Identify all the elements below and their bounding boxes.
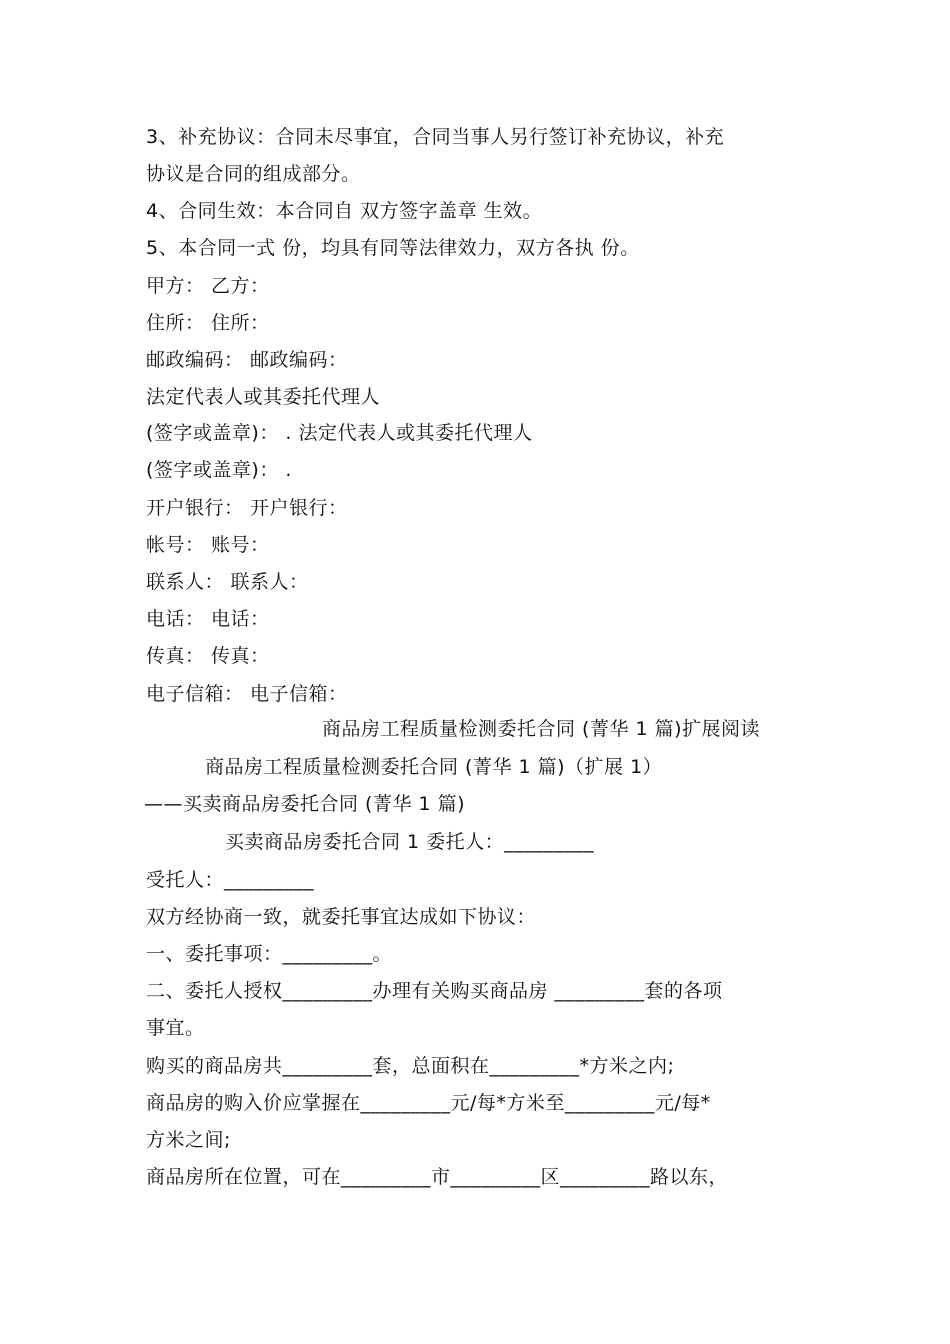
party-account: 帐号： 账号： [146,534,270,556]
purchase-price-line-2: 方米之间; [146,1129,231,1151]
party-signature-2: (签字或盖章)： . [146,459,292,481]
party-bank: 开户银行： 开户银行： [146,497,348,519]
party-signature-1: (签字或盖章)： . 法定代表人或其委托代理人 [146,422,533,444]
purchase-quantity: 购买的商品房共_________套，总面积在_________*方米之内; [146,1055,675,1077]
authorization-line-2: 事宜。 [146,1017,205,1039]
party-postcode: 邮政编码： 邮政编码： [146,349,348,371]
principal-line: 买卖商品房委托合同 1 委托人：_________ [225,831,595,853]
agreement-intro: 双方经协商一致，就委托事宜达成如下协议： [146,906,537,928]
clause-3-line-2: 协议是合同的组成部分。 [146,163,361,185]
party-contact: 联系人： 联系人： [146,571,309,593]
property-location: 商品房所在位置，可在_________市_________区_________路以东， [146,1166,729,1188]
party-fax: 传真： 传真： [146,645,270,667]
clause-3-line-1: 3、补充协议：合同未尽事宜，合同当事人另行签订补充协议，补充 [146,126,725,148]
extended-reading-subtitle: 商品房工程质量检测委托合同 (菁华 1 篇)（扩展 1） [205,756,663,778]
clause-5: 5、本合同一式 份，均具有同等法律效力，双方各执 份。 [146,237,640,259]
purchase-price-line-1: 商品房的购入价应掌握在_________元/每*方米至_________元/每* [146,1092,711,1114]
contract-title-dash: ——买卖商品房委托合同 (菁华 1 篇) [144,793,466,815]
clause-4: 4、合同生效：本合同自 双方签字盖章 生效。 [146,200,543,222]
party-address: 住所： 住所： [146,312,270,334]
party-names: 甲方： 乙方： [146,275,270,297]
agent-line: 受托人：_________ [146,869,315,891]
authorization-line-1: 二、委托人授权_________办理有关购买商品房 _________套的各项 [146,980,723,1002]
party-phone: 电话： 电话： [146,608,270,630]
party-email: 电子信箱： 电子信箱： [146,683,348,705]
extended-reading-title: 商品房工程质量检测委托合同 (菁华 1 篇)扩展阅读 [322,718,761,740]
party-representative: 法定代表人或其委托代理人 [146,386,381,408]
entrusted-matter: 一、委托事项：_________。 [146,943,393,965]
